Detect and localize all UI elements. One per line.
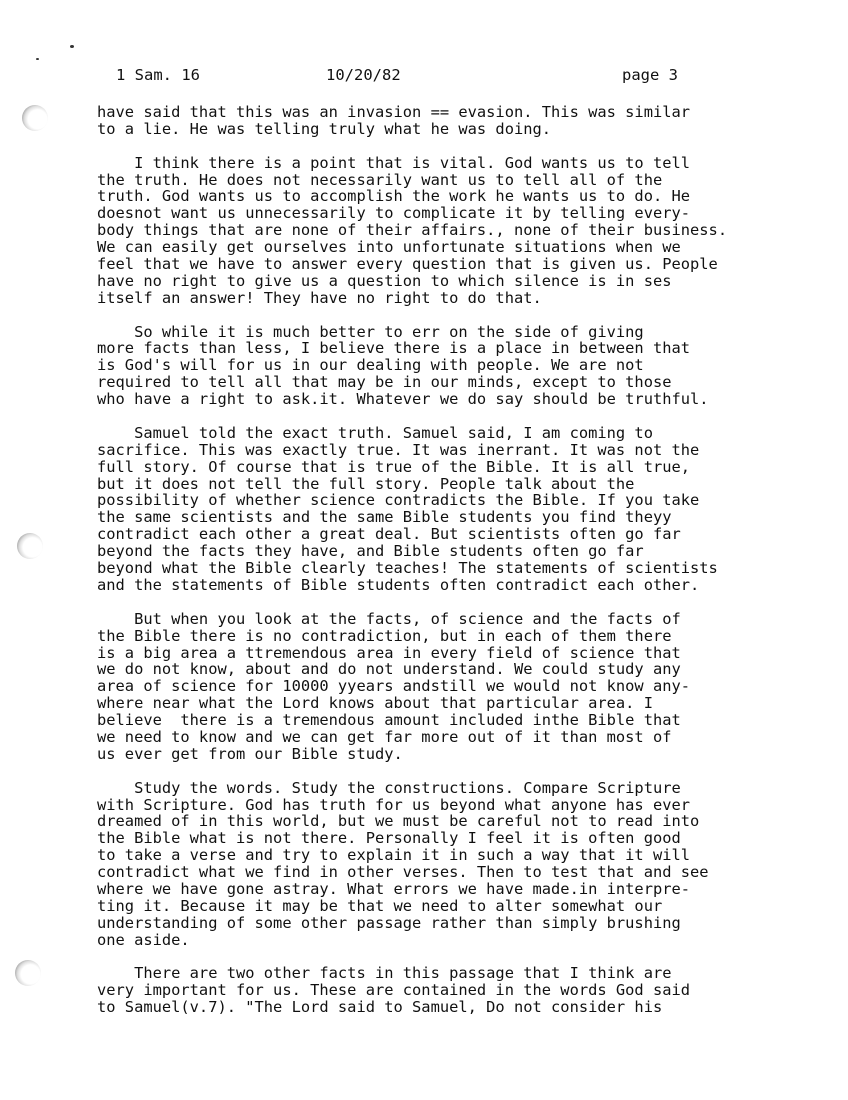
- scan-speck: [70, 45, 74, 48]
- text-line: beyond what the Bible clearly teaches! The statements of scientists: [97, 559, 718, 578]
- text-line: one aside.: [97, 930, 190, 949]
- text-line: we do not know, about and do not understand. We could study any: [97, 660, 681, 679]
- text-line: where we have gone astray. What errors we have made.in interpre-: [97, 879, 691, 898]
- text-line: beyond the facts they have, and Bible students often go far: [97, 542, 644, 561]
- scan-speck: [36, 58, 39, 60]
- text-line: doesnot want us unnecessarily to complicate it by telling every-: [97, 204, 691, 223]
- text-line: with Scripture. God has truth for us beyond what anyone has ever: [97, 795, 691, 814]
- header-date: 10/20/82: [326, 66, 401, 84]
- text-line: believe there is a tremendous amount included inthe Bible that: [97, 711, 681, 730]
- text-line: contradict what we find in other verses. Then to test that and see: [97, 863, 709, 882]
- page-header: [0, 66, 848, 86]
- text-line: where near what the Lord knows about that particular area. I: [97, 694, 653, 713]
- text-line: body things that are none of their affairs., none of their business.: [97, 221, 728, 240]
- text-line: to take a verse and try to explain it in such a way that it will: [97, 846, 691, 865]
- header-reference: 1 Sam. 16: [116, 66, 200, 84]
- punch-hole-bottom: [15, 960, 41, 986]
- text-line: understanding of some other passage rather than simply brushing: [97, 913, 681, 932]
- text-line: the Bible what is not there. Personally I feel it is often good: [97, 829, 681, 848]
- text-line: the truth. He does not necessarily want us to tell all of the: [97, 170, 663, 189]
- text-line: required to tell all that may be in our minds, except to those: [97, 373, 672, 392]
- text-line: sacrifice. This was exactly true. It was inerrant. It was not the: [97, 440, 700, 459]
- text-line: There are two other facts in this passage that I think are: [97, 964, 672, 983]
- text-line: full story. Of course that is true of the Bible. It is all true,: [97, 457, 691, 476]
- punch-hole-middle: [17, 533, 43, 559]
- text-line: truth. God wants us to accomplish the work he wants us to do. He: [97, 187, 691, 206]
- paragraph: [97, 611, 817, 763]
- text-line: I think there is a point that is vital. God wants us to tell: [97, 153, 691, 172]
- text-line: to a lie. He was telling truly what he was doing.: [97, 119, 552, 138]
- text-line: area of science for 10000 yyears andstill we would not know any-: [97, 677, 691, 696]
- text-line: the Bible there is no contradiction, but in each of them there: [97, 626, 672, 645]
- paragraph: [97, 425, 817, 594]
- text-line: is a big area a ttremendous area in every field of science that: [97, 643, 681, 662]
- text-line: dreamed of in this world, but we must be careful not to read into: [97, 812, 700, 831]
- text-line: very important for us. These are contained in the words God said: [97, 981, 691, 1000]
- text-line: have no right to give us a question to which silence is in ses: [97, 271, 672, 290]
- text-line: to Samuel(v.7). "The Lord said to Samuel, Do not consider his: [97, 998, 663, 1017]
- text-line: But when you look at the facts, of science and the facts of: [97, 609, 681, 628]
- text-line: the same scientists and the same Bible students you find theyy: [97, 508, 672, 527]
- text-line: have said that this was an invasion == evasion. This was similar: [97, 103, 691, 121]
- text-line: and the statements of Bible students often contradict each other.: [97, 575, 700, 594]
- text-line: Samuel told the exact truth. Samuel said, I am coming to: [97, 423, 653, 442]
- text-line: possibility of whether science contradicts the Bible. If you take: [97, 491, 700, 510]
- text-line: So while it is much better to err on the side of giving: [97, 322, 644, 341]
- paragraph: [97, 324, 817, 408]
- body-text: [97, 104, 817, 1033]
- header-page-number: page 3: [622, 66, 678, 84]
- paragraph: [97, 104, 817, 138]
- text-line: but it does not tell the full story. People talk about the: [97, 474, 635, 493]
- text-line: itself an answer! They have no right to do that.: [97, 288, 542, 307]
- text-line: feel that we have to answer every question that is given us. People: [97, 255, 718, 274]
- text-line: Study the words. Study the constructions. Compare Scripture: [97, 778, 681, 797]
- punch-hole-top: [22, 105, 48, 131]
- text-line: more facts than less, I believe there is a place in between that: [97, 339, 691, 358]
- text-line: contradict each other a great deal. But scientists often go far: [97, 525, 681, 544]
- text-line: who have a right to ask.it. Whatever we do say should be truthful.: [97, 390, 709, 409]
- paragraph: [97, 155, 817, 307]
- paragraph: [97, 780, 817, 949]
- text-line: we need to know and we can get far more out of it than most of: [97, 727, 672, 746]
- paragraph: [97, 965, 817, 1016]
- text-line: We can easily get ourselves into unfortunate situations when we: [97, 238, 681, 257]
- text-line: is God's will for us in our dealing with people. We are not: [97, 356, 644, 375]
- text-line: us ever get from our Bible study.: [97, 744, 403, 763]
- text-line: ting it. Because it may be that we need to alter somewhat our: [97, 896, 663, 915]
